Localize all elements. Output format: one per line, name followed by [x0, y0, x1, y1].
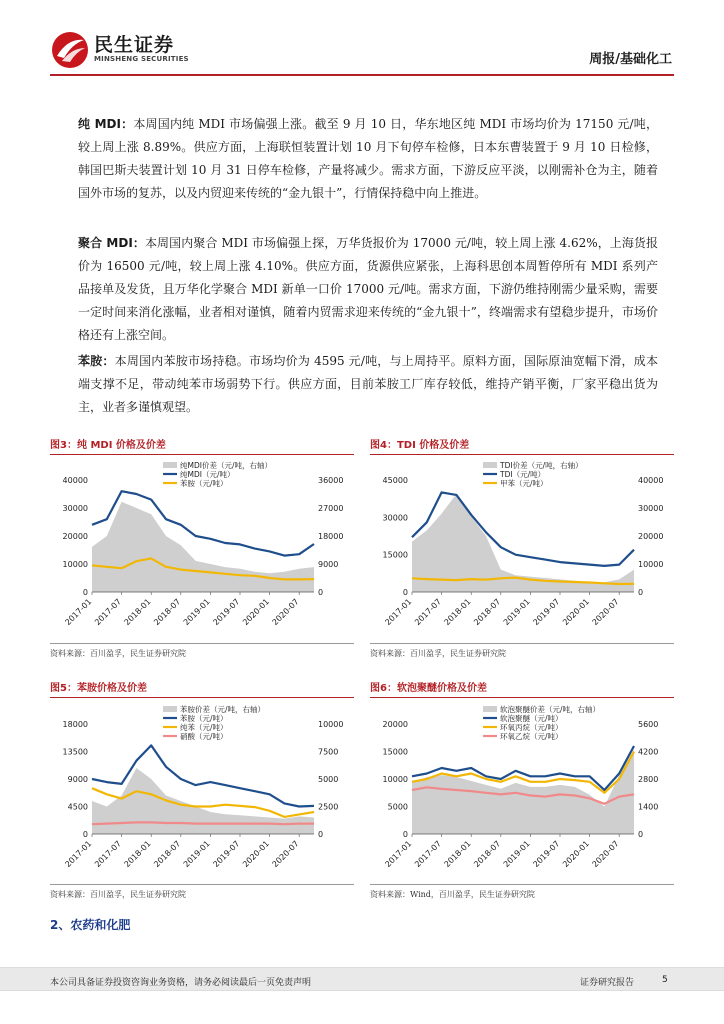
x-tick-label: 2020-01 [241, 839, 272, 870]
chart-pure-mdi [50, 458, 354, 640]
y-left-tick-label: 4500 [67, 802, 88, 812]
chart-svg [50, 702, 354, 882]
paragraph-label: 聚合 MDI： [78, 236, 145, 250]
x-tick-label: 2019-01 [501, 597, 532, 628]
y-left-tick-label: 20000 [382, 720, 408, 729]
y-left-tick-label: 45000 [382, 476, 408, 485]
y-right-tick-label: 27000 [318, 504, 344, 513]
y-left-tick-label: 18000 [62, 720, 88, 729]
legend-label: 硝酸（元/吨） [180, 732, 228, 741]
y-right-tick-label: 20000 [638, 532, 664, 541]
y-left-tick-label: 15000 [382, 550, 408, 560]
brand-name-cn: 民生证券 [94, 34, 175, 56]
x-tick-label: 2020-07 [590, 597, 621, 628]
y-right-tick-label: 9000 [318, 560, 339, 569]
y-left-tick-label: 5000 [387, 802, 408, 812]
y-right-tick-label: 40000 [638, 476, 664, 485]
y-right-tick-label: 10000 [638, 560, 664, 569]
y-right-tick-label: 7500 [318, 747, 339, 757]
company-logo [50, 30, 189, 70]
x-tick-label: 2019-07 [531, 597, 562, 628]
paragraph-aniline [78, 350, 658, 419]
series-area-0 [412, 494, 634, 592]
x-tick-label: 2020-07 [590, 839, 621, 870]
y-left-tick-label: 0 [82, 830, 88, 839]
y-right-tick-label: 0 [638, 830, 644, 839]
x-tick-label: 2020-01 [241, 597, 272, 628]
paragraph-label: 纯 MDI： [78, 117, 134, 131]
x-tick-label: 2020-01 [561, 839, 592, 870]
y-left-tick-label: 9000 [67, 775, 88, 784]
chart-tdi [370, 458, 674, 640]
report-type: 周报/基础化工 [589, 52, 672, 67]
x-tick-label: 2018-01 [442, 839, 473, 870]
y-right-tick-label: 2500 [318, 802, 339, 812]
figure-source: 资料来源：百川盈孚，民生证券研究院 [370, 643, 674, 659]
page-footer [0, 967, 724, 991]
y-right-tick-label: 0 [638, 588, 644, 597]
y-left-tick-label: 0 [402, 588, 408, 597]
y-left-tick-label: 30000 [62, 504, 88, 513]
y-right-tick-label: 0 [318, 588, 324, 597]
legend-label: 苯胺价差（元/吨，右轴） [180, 705, 266, 714]
legend-swatch [483, 706, 497, 712]
figure-title: 图5：苯胺价格及价差 [50, 682, 354, 698]
x-tick-label: 2017-07 [413, 839, 444, 870]
paragraph-text: 本周国内苯胺市场持稳。市场均价为 4595 元/吨，与上周持平。原料方面，国际原油宽幅下滑，成本端支撑不足，带动纯苯市场弱势下行。供应方面，目前苯胺工厂库存较低，维持产销平衡，厂家平稳出货为主，业者多谨慎观望。 [78, 354, 658, 414]
x-tick-label: 2017-07 [93, 839, 124, 870]
y-left-tick-label: 0 [82, 588, 88, 597]
x-tick-label: 2017-01 [63, 597, 94, 628]
chart-aniline [50, 702, 354, 882]
x-tick-label: 2018-07 [472, 597, 503, 628]
x-tick-label: 2018-01 [442, 597, 473, 628]
legend-label: 纯MDI价差（元/吨，右轴） [180, 461, 273, 470]
header-divider [50, 74, 674, 76]
y-left-tick-label: 10000 [62, 560, 88, 569]
paragraph-pure-mdi [78, 113, 658, 205]
figure-title: 图3：纯 MDI 价格及价差 [50, 439, 354, 455]
x-tick-label: 2017-07 [413, 597, 444, 628]
y-left-tick-label: 13500 [62, 747, 88, 757]
x-tick-label: 2019-07 [211, 597, 242, 628]
x-tick-label: 2018-01 [122, 839, 153, 870]
figure-title: 图6：软泡聚醚价格及价差 [370, 682, 674, 698]
y-right-tick-label: 4200 [638, 747, 659, 757]
y-right-tick-label: 2800 [638, 775, 659, 784]
y-right-tick-label: 1400 [638, 802, 659, 812]
x-tick-label: 2020-07 [270, 839, 301, 870]
legend-label: 纯MDI（元/吨） [180, 470, 235, 479]
x-tick-label: 2019-07 [211, 839, 242, 870]
legend-label: 纯苯（元/吨） [180, 723, 228, 732]
y-left-tick-label: 0 [402, 830, 408, 839]
report-label: 证券研究报告 [580, 978, 635, 988]
legend-label: 软泡聚醚价差（元/吨，右轴） [500, 705, 601, 714]
figure-source: 资料来源：百川盈孚，民生证券研究院 [50, 643, 354, 659]
y-left-tick-label: 30000 [382, 513, 408, 523]
x-tick-label: 2019-01 [501, 839, 532, 870]
disclaimer-text: 本公司具备证券投资咨询业务资格，请务必阅读最后一页免责声明 [50, 978, 312, 988]
x-tick-label: 2017-01 [383, 597, 414, 628]
x-tick-label: 2018-07 [152, 597, 183, 628]
y-right-tick-label: 30000 [638, 504, 664, 513]
brand-name-en: MINSHENG SECURITIES [94, 55, 189, 63]
legend-label: TDI（元/吨） [500, 470, 546, 479]
chart-svg [50, 458, 354, 640]
y-right-tick-label: 10000 [318, 720, 344, 729]
paragraph-label: 苯胺： [78, 354, 115, 368]
y-left-tick-label: 20000 [62, 532, 88, 541]
y-right-tick-label: 18000 [318, 532, 344, 541]
minsheng-logo-icon [50, 30, 90, 70]
paragraph-polymeric-mdi [78, 232, 658, 347]
y-left-tick-label: 10000 [382, 775, 408, 784]
chart-svg [370, 702, 674, 882]
page-number: 5 [662, 975, 668, 985]
paragraph-text: 本周国内纯 MDI 市场偏强上涨。截至 9 月 10 日，华东地区纯 MDI 市场均价为 17150 元/吨，较上周上涨 8.89%。供应方面，上海联恒装置计划 10 月下旬停车检修，日本东曹装置于 9 月 10 日检修，韩国巴斯夫装置计划 10 月 31 日停车检修，产量将减少。需求方面，下游反应平淡，以刚需补仓为主，随着国外市场的复苏，以及内贸迎来传统的“金九银十”，行情保持稳中向上推进。 [78, 117, 658, 200]
legend-swatch [483, 462, 497, 468]
y-right-tick-label: 0 [318, 830, 324, 839]
legend-label: 软泡聚醚（元/吨） [500, 714, 563, 723]
legend-label: 环氧乙烷（元/吨） [500, 732, 563, 741]
figure-title: 图4：TDI 价格及价差 [370, 439, 674, 455]
x-tick-label: 2020-07 [270, 597, 301, 628]
legend-label: 甲苯（元/吨） [500, 479, 548, 488]
legend-label: 环氧丙烷（元/吨） [500, 723, 563, 732]
legend-label: 苯胺（元/吨） [180, 714, 228, 723]
legend-label: 苯胺（元/吨） [180, 479, 228, 488]
x-tick-label: 2018-01 [122, 597, 153, 628]
x-tick-label: 2017-01 [63, 839, 94, 870]
section-title: 2、农药和化肥 [50, 918, 131, 932]
x-tick-label: 2019-07 [531, 839, 562, 870]
x-tick-label: 2019-01 [181, 839, 212, 870]
y-left-tick-label: 15000 [382, 747, 408, 757]
figure-source: 资料来源：Wind，百川盈孚，民生证券研究院 [370, 884, 674, 900]
legend-swatch [163, 462, 177, 468]
x-tick-label: 2020-01 [561, 597, 592, 628]
legend-swatch [163, 706, 177, 712]
x-tick-label: 2018-07 [152, 839, 183, 870]
figure-source: 资料来源：百川盈孚，民生证券研究院 [50, 884, 354, 900]
chart-svg [370, 458, 674, 640]
y-left-tick-label: 40000 [62, 476, 88, 485]
legend-label: TDI价差（元/吨，右轴） [500, 461, 583, 470]
x-tick-label: 2017-07 [93, 597, 124, 628]
y-right-tick-label: 5000 [318, 775, 339, 784]
x-tick-label: 2019-01 [181, 597, 212, 628]
y-right-tick-label: 36000 [318, 476, 344, 485]
x-tick-label: 2017-01 [383, 839, 414, 870]
x-tick-label: 2018-07 [472, 839, 503, 870]
page-header [0, 0, 724, 80]
y-right-tick-label: 5600 [638, 720, 659, 729]
chart-polyether [370, 702, 674, 882]
series-area-0 [412, 750, 634, 835]
paragraph-text: 本周国内聚合 MDI 市场偏强上探，万华货报价为 17000 元/吨，较上周上涨 4.62%，上海货报价为 16500 元/吨，较上周上涨 4.10%。供应方面，货源供应紧张，上海科思创本周暂停所有 MDI 系列产品接单及发货，且万华化学聚合 MDI 新单一口价 17000 元/吨。需求方面，下游仍维持刚需少量采购，需要一定时间来消化涨幅，业者相对谨慎，随着内贸需求迎来传统的“金九银十”，终端需求有望稳步提升，市场价格还有上涨空间。 [78, 236, 659, 342]
